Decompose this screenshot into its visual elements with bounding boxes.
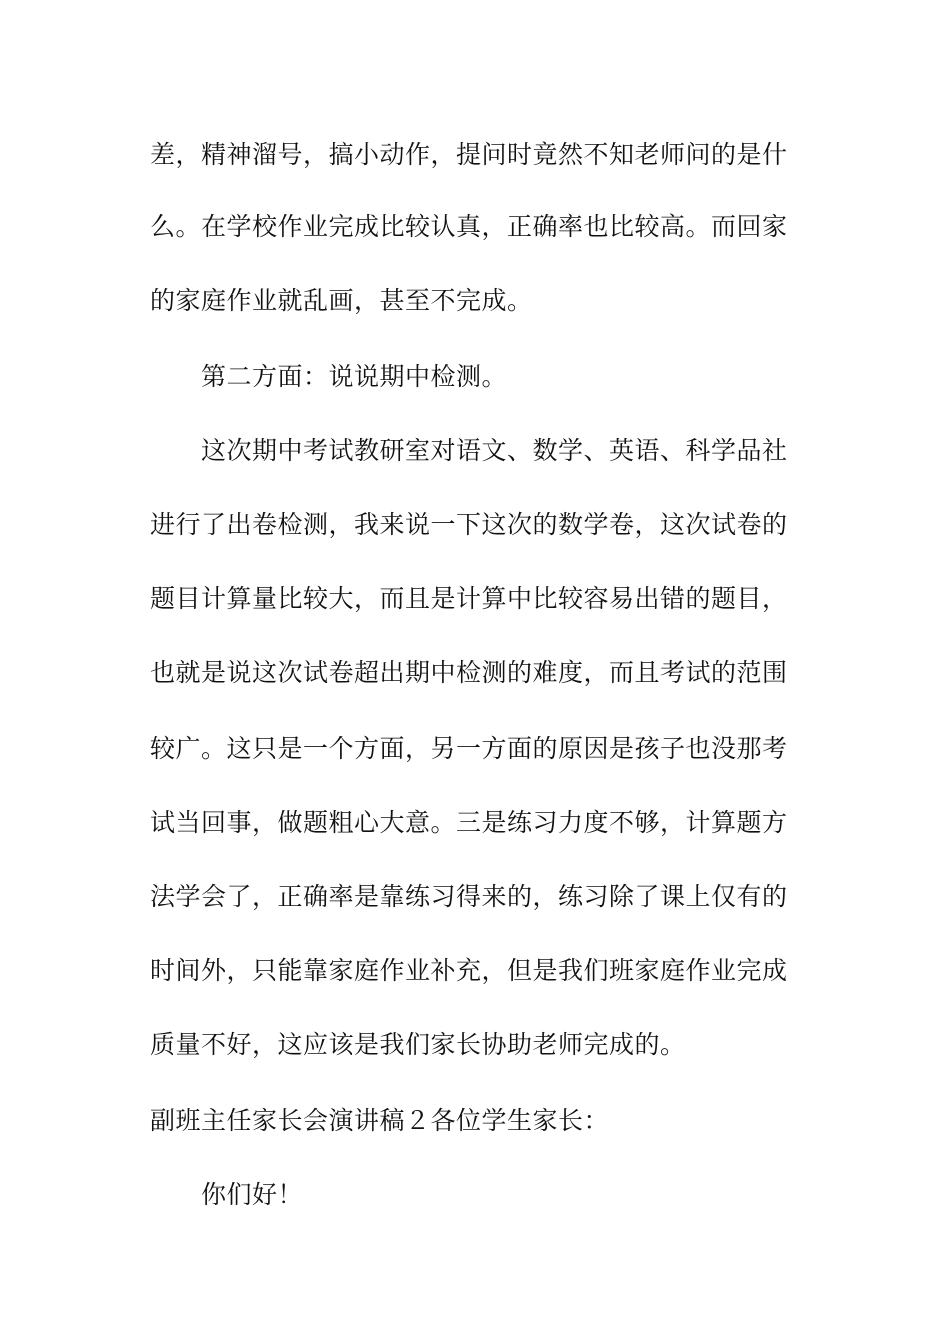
section-heading: 第二方面：说说期中检测。 bbox=[201, 362, 508, 391]
text-line-8: 也就是说这次试卷超出期中检测的难度，而且考试的范围 bbox=[150, 658, 788, 687]
text-line-13: 质量不好，这应该是我们家长协助老师完成的。 bbox=[150, 1030, 686, 1059]
text-line-1: 差，精神溜号，搞小动作，提问时竟然不知老师问的是什 bbox=[150, 140, 788, 169]
speech-title: 副班主任家长会演讲稿２各位学生家长： bbox=[150, 1106, 610, 1135]
text-line-10: 试当回事，做题粗心大意。三是练习力度不够，计算题方 bbox=[150, 808, 788, 837]
greeting: 你们好！ bbox=[201, 1180, 304, 1209]
text-line-7: 题目计算量比较大，而且是计算中比较容易出错的题目， bbox=[150, 584, 788, 613]
text-line-12: 时间外，只能靠家庭作业补充，但是我们班家庭作业完成 bbox=[150, 956, 788, 985]
text-line-5: 这次期中考试教研室对语文、数学、英语、科学品社 bbox=[201, 436, 788, 465]
text-line-11: 法学会了，正确率是靠练习得来的，练习除了课上仅有的 bbox=[150, 882, 788, 911]
text-line-6: 进行了出卷检测，我来说一下这次的数学卷，这次试卷的 bbox=[150, 510, 788, 539]
text-line-9: 较广。这只是一个方面，另一方面的原因是孩子也没那考 bbox=[150, 734, 788, 763]
text-line-3: 的家庭作业就乱画，甚至不完成。 bbox=[150, 286, 533, 315]
text-line-2: 么。在学校作业完成比较认真，正确率也比较高。而回家 bbox=[150, 212, 788, 241]
